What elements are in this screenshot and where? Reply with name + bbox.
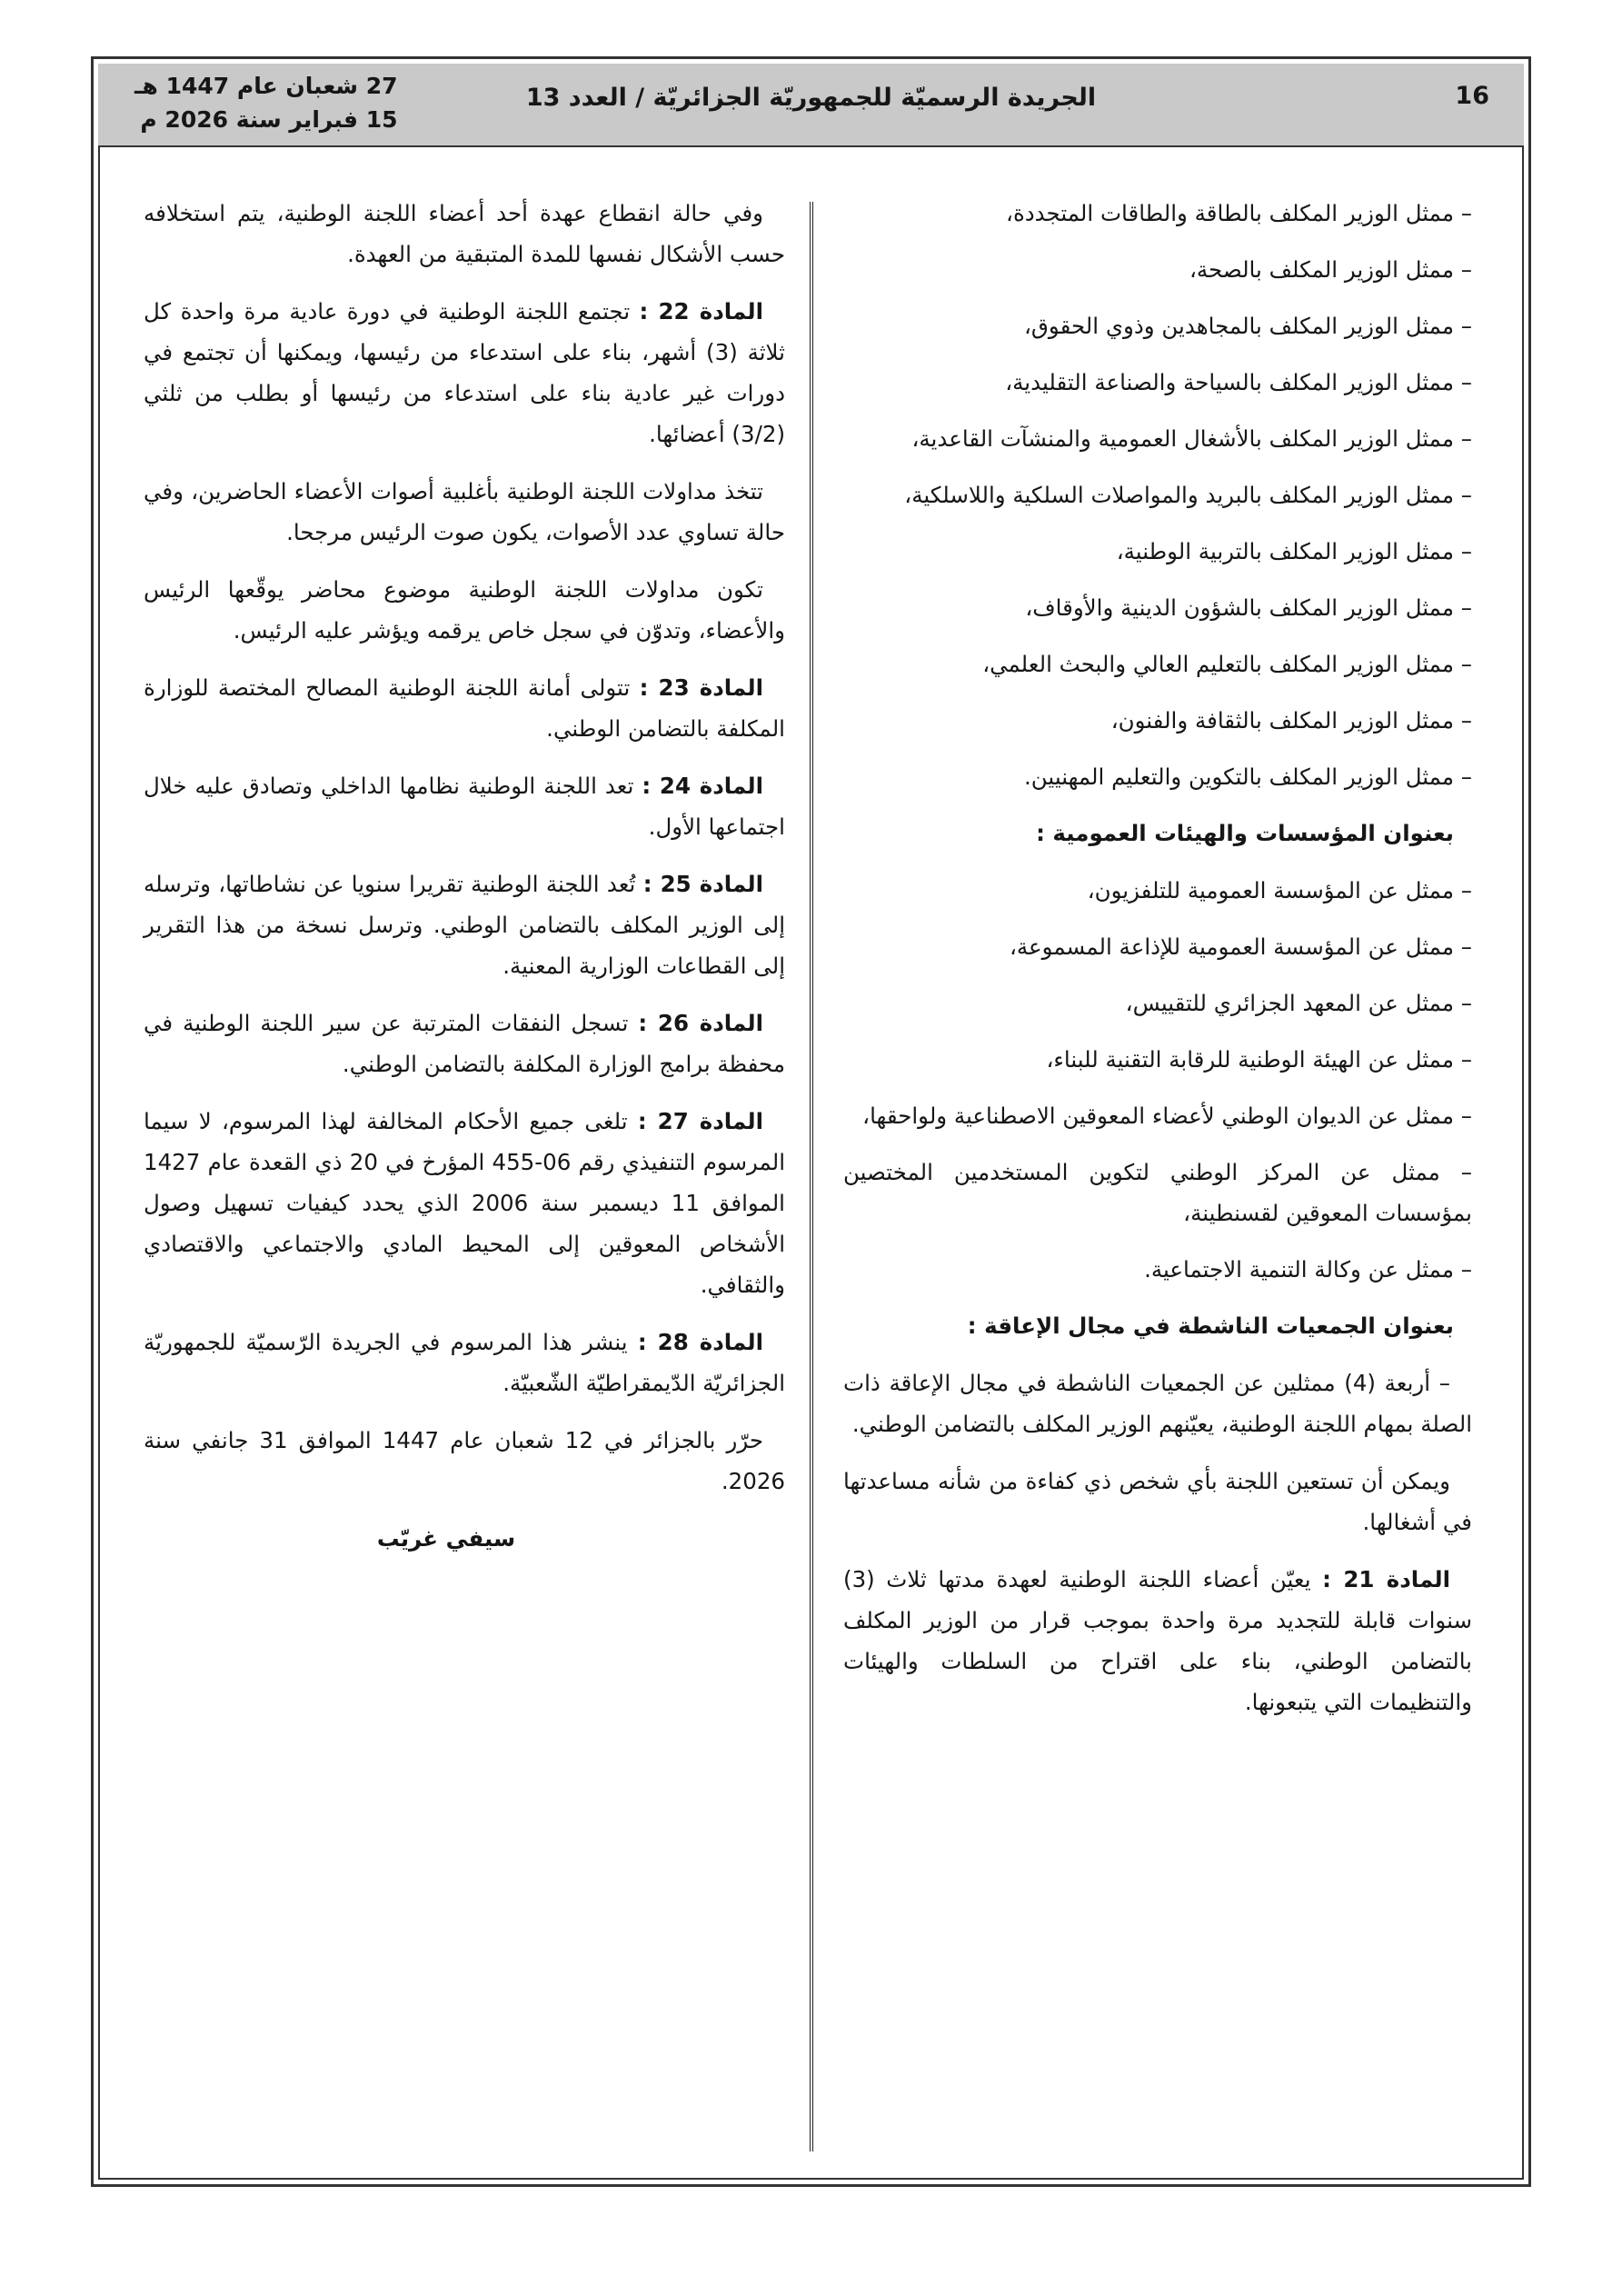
list-item: – ممثل عن المؤسسة العمومية للتلفزيون،	[1087, 877, 1472, 903]
gregorian-date: 15 فبراير سنة 2026 م	[140, 106, 398, 133]
right-column	[843, 193, 1472, 1739]
article-label: المادة 27 :	[637, 1108, 763, 1134]
list-item: – ممثل عن الهيئة الوطنية للرقابة التقنية للبناء،	[1046, 1046, 1472, 1073]
article-text: تسجل النفقات المترتبة عن سير اللجنة الوطنية في محفظة برامج الوزارة المكلفة بالتضامن الوطني.	[144, 1010, 785, 1077]
issue-date	[134, 69, 398, 136]
section-heading-institutions: بعنوان المؤسسات والهيئات العمومية :	[1036, 820, 1454, 846]
article-text: تتولى أمانة اللجنة الوطنية المصالح المختصة للوزارة المكلفة بالتضامن الوطني.	[144, 674, 785, 742]
article-text: تُعد اللجنة الوطنية تقريرا سنويا عن نشاطاتها، وترسله إلى الوزير المكلف بالتضامن الوطني. وترسل نسخة من هذا التقرير إلى القطاعات الوزارية المعنية.	[144, 871, 785, 979]
list-item: – ممثل الوزير المكلف بالصحة،	[1189, 256, 1472, 283]
list-item: – ممثل الوزير المكلف بالبريد والمواصلات السلكية واللاسلكية،	[904, 482, 1472, 508]
article-22	[144, 291, 785, 454]
article-text: تلغى جميع الأحكام المخالفة لهذا المرسوم، لا سيما المرسوم التنفيذي رقم 06-455 المؤرخ في 20 ذي القعدة عام 1427 الموافق 11 ديسمبر سنة 2006 الذي يحدد كيفيات تسهيل وصول الأشخاص المعوقين إلى المحيط المادي والاجتماعي والاقتصادي والثقافي.	[144, 1108, 785, 1298]
signing-place-date: حرّر بالجزائر في 12 شعبان عام 1447 الموافق 31 جانفي سنة 2026.	[144, 1427, 785, 1494]
article-text: ينشر هذا المرسوم في الجريدة الرّسميّة للجمهوريّة الجزائريّة الدّيمقراطيّة الشّعبيّة.	[144, 1329, 785, 1396]
list-item: – ممثل عن المؤسسة العمومية للإذاعة المسموعة،	[1010, 933, 1472, 960]
hijri-date: 27 شعبان عام 1447 هـ	[134, 73, 398, 99]
page-header	[98, 64, 1524, 147]
deliberations-paragraph: تتخذ مداولات اللجنة الوطنية بأغلبية أصوات الأعضاء الحاضرين، وفي حالة تساوي عدد الأصوات، يكون صوت الرئيس مرجحا.	[144, 478, 785, 545]
article-label: المادة 26 :	[638, 1010, 764, 1036]
replacement-paragraph: وفي حالة انقطاع عهدة أحد أعضاء اللجنة الوطنية، يتم استخلافه حسب الأشكال نفسها للمدة المتبقية من العهدة.	[144, 200, 785, 267]
list-item: – ممثل الوزير المكلف بالشؤون الدينية والأوقاف،	[1025, 594, 1472, 621]
article-23	[144, 667, 785, 749]
list-item: – ممثل الوزير المكلف بالثقافة والفنون،	[1110, 707, 1472, 734]
article-text: تعد اللجنة الوطنية نظامها الداخلي وتصادق عليه خلال اجتماعها الأول.	[144, 773, 785, 840]
minutes-paragraph: تكون مداولات اللجنة الوطنية موضوع محاضر يوقّعها الرئيس والأعضاء، وتدوّن في سجل خاص يرقمه ويؤشر عليه الرئيس.	[144, 576, 785, 644]
list-item: – ممثل الوزير المكلف بالسياحة والصناعة التقليدية،	[1005, 369, 1472, 395]
article-28	[144, 1322, 785, 1403]
assist-paragraph: ويمكن أن تستعين اللجنة بأي شخص ذي كفاءة من شأنه مساعدتها في أشغالها.	[843, 1468, 1472, 1535]
list-item: – ممثل عن المركز الوطني لتكوين المستخدمين المختصين بمؤسسات المعوقين لقسنطينة،	[843, 1159, 1472, 1226]
list-item: – ممثل عن المعهد الجزائري للتقييس،	[1125, 990, 1472, 1016]
article-21	[843, 1559, 1472, 1722]
list-item: – ممثل الوزير المكلف بالمجاهدين وذوي الحقوق،	[1024, 313, 1472, 339]
article-25	[144, 863, 785, 986]
list-item: – ممثل عن وكالة التنمية الاجتماعية.	[1144, 1256, 1472, 1283]
article-label: المادة 21 :	[1322, 1566, 1451, 1592]
list-item: – ممثل الوزير المكلف بالأشغال العمومية والمنشآت القاعدية،	[911, 425, 1472, 452]
article-26	[144, 1003, 785, 1084]
article-label: المادة 25 :	[642, 871, 764, 897]
article-label: المادة 23 :	[639, 674, 763, 701]
list-item: – ممثل الوزير المكلف بالتربية الوطنية،	[1116, 538, 1472, 564]
associations-paragraph: – أربعة (4) ممثلين عن الجمعيات الناشطة في مجال الإعاقة ذات الصلة بمهام اللجنة الوطنية، يعيّنهم الوزير المكلف بالتضامن الوطني.	[843, 1370, 1472, 1437]
journal-title: الجريدة الرسميّة للجمهوريّة الجزائريّة / العدد 13	[525, 84, 1097, 112]
signatory-name: سيفي غريّب	[376, 1525, 516, 1552]
article-24	[144, 765, 785, 847]
article-label: المادة 28 :	[637, 1329, 764, 1355]
page-number: 16	[1455, 82, 1489, 110]
article-27	[144, 1101, 785, 1305]
column-divider	[810, 202, 813, 2151]
list-item: – ممثل عن الديوان الوطني لأعضاء المعوقين الاصطناعية ولواحقها،	[862, 1103, 1472, 1129]
article-text: يعيّن أعضاء اللجنة الوطنية لعهدة مدتها ثلاث (3) سنوات قابلة للتجديد مرة واحدة بموجب قرار من الوزير المكلف بالتضامن الوطني، بناء على اقتراح من السلطات والهيئات والتنظيمات التي يتبعونها.	[843, 1566, 1472, 1715]
article-label: المادة 22 :	[639, 298, 763, 324]
list-item: – ممثل الوزير المكلف بالتعليم العالي والبحث العلمي،	[982, 651, 1472, 677]
list-item: – ممثل الوزير المكلف بالتكوين والتعليم المهنيين.	[1023, 764, 1472, 790]
article-label: المادة 24 :	[642, 773, 764, 799]
article-text: تجتمع اللجنة الوطنية في دورة عادية مرة واحدة كل ثلاثة (3) أشهر، بناء على استدعاء من رئيسها، ويمكنها أن تجتمع في دورات غير عادية بناء على استدعاء من رئيسها أو بطلب من ثلثي (3/2) أعضائها.	[144, 298, 785, 447]
section-heading-associations: بعنوان الجمعيات الناشطة في مجال الإعاقة :	[967, 1313, 1454, 1339]
list-item: – ممثل الوزير المكلف بالطاقة والطاقات المتجددة،	[1006, 200, 1472, 226]
left-column	[144, 193, 785, 1575]
